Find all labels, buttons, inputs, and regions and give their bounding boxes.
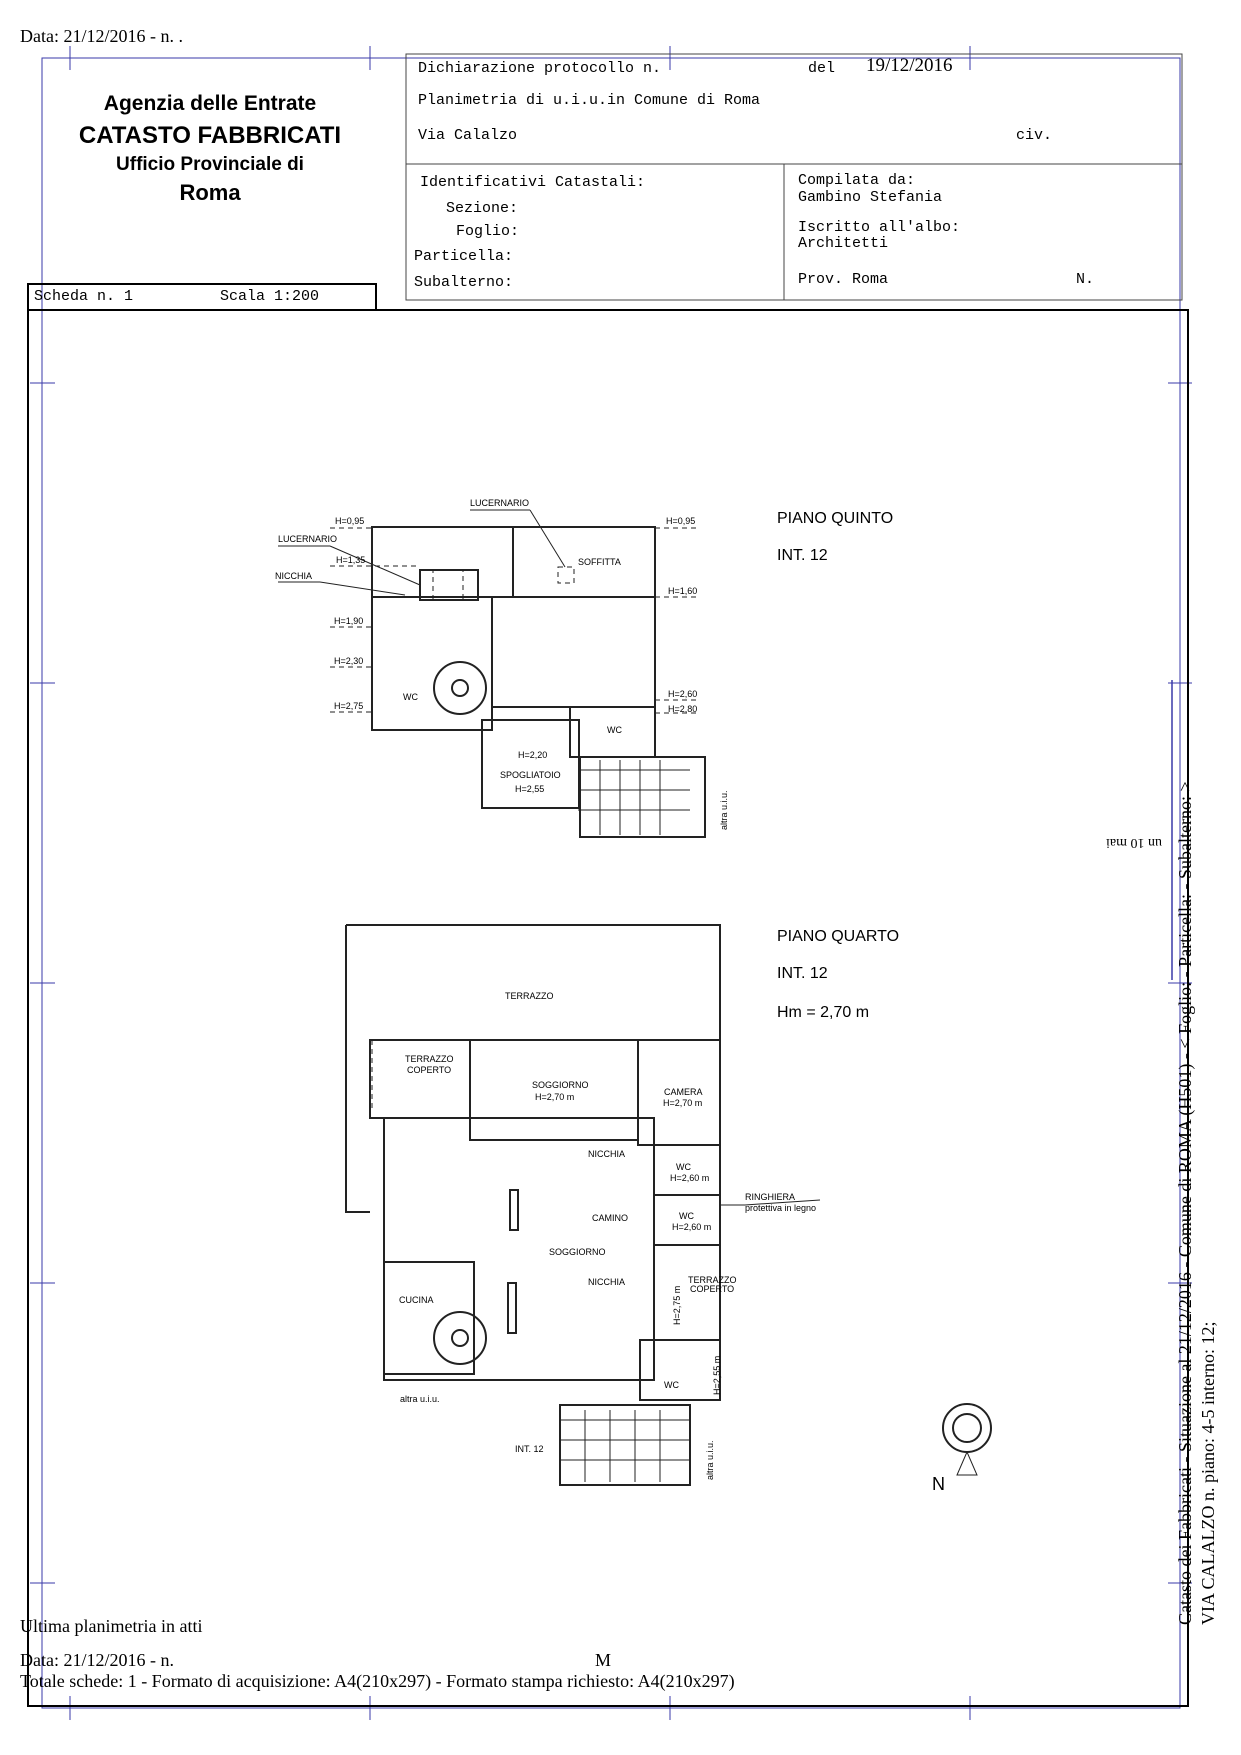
footer-ultima: Ultima planimetria in atti (20, 1616, 203, 1636)
upper-lucernario-left: LUCERNARIO (278, 534, 338, 544)
iscritto-label: Iscritto all'albo: (798, 219, 961, 236)
compilata-title: Compilata da: (798, 172, 916, 189)
lower-soggiorno1-h: H=2,70 m (535, 1092, 575, 1102)
lower-camera-h: H=2,70 m (663, 1098, 703, 1108)
lower-terrazzo-coperto-1: TERRAZZO (405, 1054, 454, 1064)
upper-h255: H=2,55 (515, 784, 545, 794)
lower-ringhiera: RINGHIERA (745, 1192, 796, 1202)
subalterno-label: Subalterno: (414, 274, 514, 291)
vertical-line1: Catasto dei Fabbricati - Situazione al 21/12/2016 - Comune di ROMA (H501) - < Foglio: - Particella: - Subalterno: > (1175, 781, 1195, 1625)
protocol-date: 19/12/2016 (866, 55, 953, 76)
upper-h190: H=1,90 (334, 616, 364, 626)
lower-plan-hm: Hm = 2,70 m (777, 1004, 870, 1021)
ufficio-label: Ufficio Provinciale di (116, 154, 304, 175)
upper-wc1: WC (403, 692, 418, 702)
lower-wc2: WC (679, 1211, 694, 1221)
upper-h275: H=2,75 (334, 701, 364, 711)
upper-spogliatoio: SPOGLIATOIO (500, 770, 561, 780)
lower-h255: H=2,55 m (712, 1355, 722, 1395)
upper-plan-title: PIANO QUINTO (777, 510, 894, 527)
lower-terrazzo-small-2: COPERTO (690, 1284, 735, 1294)
foglio-label: Foglio: (456, 223, 520, 240)
lower-wc3: WC (664, 1380, 679, 1390)
scheda-label: Scheda n. 1 (34, 288, 134, 305)
scala-label: Scala 1:200 (220, 288, 320, 305)
lower-plan-int: INT. 12 (777, 965, 828, 982)
lower-altra2: altra u.i.u. (705, 1440, 715, 1480)
upper-altra: altra u.i.u. (719, 790, 729, 830)
upper-soffitta: SOFFITTA (578, 557, 621, 567)
north-label: N (932, 1474, 945, 1494)
civ-label: civ. (1016, 127, 1053, 144)
lower-camera: CAMERA (664, 1087, 703, 1097)
vertical-situazione (1175, 781, 1219, 1625)
del-label: del (808, 60, 836, 77)
lower-wc2-h: H=2,60 m (672, 1222, 712, 1232)
upper-lucernario-top: LUCERNARIO (470, 498, 530, 508)
particella-label: Particella: (414, 248, 514, 265)
lower-soggiorno1: SOGGIORNO (532, 1080, 589, 1090)
lower-camino: CAMINO (592, 1213, 628, 1223)
catasto-title: CATASTO FABBRICATI (78, 122, 342, 149)
compilata-name: Gambino Stefania (798, 189, 943, 206)
footer-data-end: M (595, 1650, 612, 1670)
upper-plan-int: INT. 12 (777, 547, 828, 564)
albo-value: Architetti (798, 235, 889, 252)
upper-h160: H=1,60 (668, 586, 698, 596)
lower-h275: H=2,75 m (672, 1285, 682, 1325)
footer-totale: Totale schede: 1 - Formato di acquisizione: A4(210x297) - Formato stampa richiesto: A4(210x297) (20, 1671, 735, 1691)
upper-h230: H=2,30 (334, 656, 364, 666)
agency-name: Agenzia delle Entrate (103, 92, 317, 115)
prov-label: Prov. Roma (798, 271, 889, 288)
lower-wc1: WC (676, 1162, 691, 1172)
upper-h095a: H=0,95 (335, 516, 365, 526)
n-label: N. (1076, 271, 1095, 288)
top-date: Data: 21/12/2016 - n. . (20, 26, 183, 46)
upper-wc2: WC (607, 725, 622, 735)
vertical-stamp: un 10 mai (1106, 835, 1162, 850)
lower-nicchia2: NICCHIA (588, 1277, 626, 1287)
identificativi-title: Identificativi Catastali: (420, 174, 646, 191)
upper-nicchia: NICCHIA (275, 571, 313, 581)
upper-h135: H=1,35 (336, 555, 366, 565)
upper-h260: H=2,60 (668, 689, 698, 699)
via-label: Via Calalzo (418, 127, 518, 144)
lower-altra1: altra u.i.u. (400, 1394, 440, 1404)
sezione-label: Sezione: (446, 200, 519, 217)
ufficio-city: Roma (179, 180, 241, 205)
lower-wc1-h: H=2,60 m (670, 1173, 710, 1183)
lower-cucina: CUCINA (399, 1295, 434, 1305)
dichiarazione-label: Dichiarazione protocollo n. (418, 60, 662, 77)
lower-terrazzo-coperto-2: COPERTO (407, 1065, 452, 1075)
upper-h22: H=2,20 (518, 750, 548, 760)
planimetria-label: Planimetria di u.i.u.in Comune di Roma (418, 92, 761, 109)
lower-nicchia1: NICCHIA (588, 1149, 626, 1159)
upper-h095b: H=0,95 (666, 516, 696, 526)
vertical-line2: VIA CALALZO n. piano: 4-5 interno: 12; (1198, 1321, 1218, 1625)
footer-data: Data: 21/12/2016 - n. (20, 1650, 174, 1670)
lower-ringhiera-sub: protettiva in legno (745, 1203, 817, 1213)
upper-h280: H=2,80 (668, 704, 698, 714)
lower-plan-title: PIANO QUARTO (777, 928, 900, 945)
lower-terrazzo: TERRAZZO (505, 991, 554, 1001)
lower-terrazzo-small-1: TERRAZZO (688, 1275, 737, 1285)
lower-int12: INT. 12 (515, 1444, 544, 1454)
lower-soggiorno2: SOGGIORNO (549, 1247, 606, 1257)
